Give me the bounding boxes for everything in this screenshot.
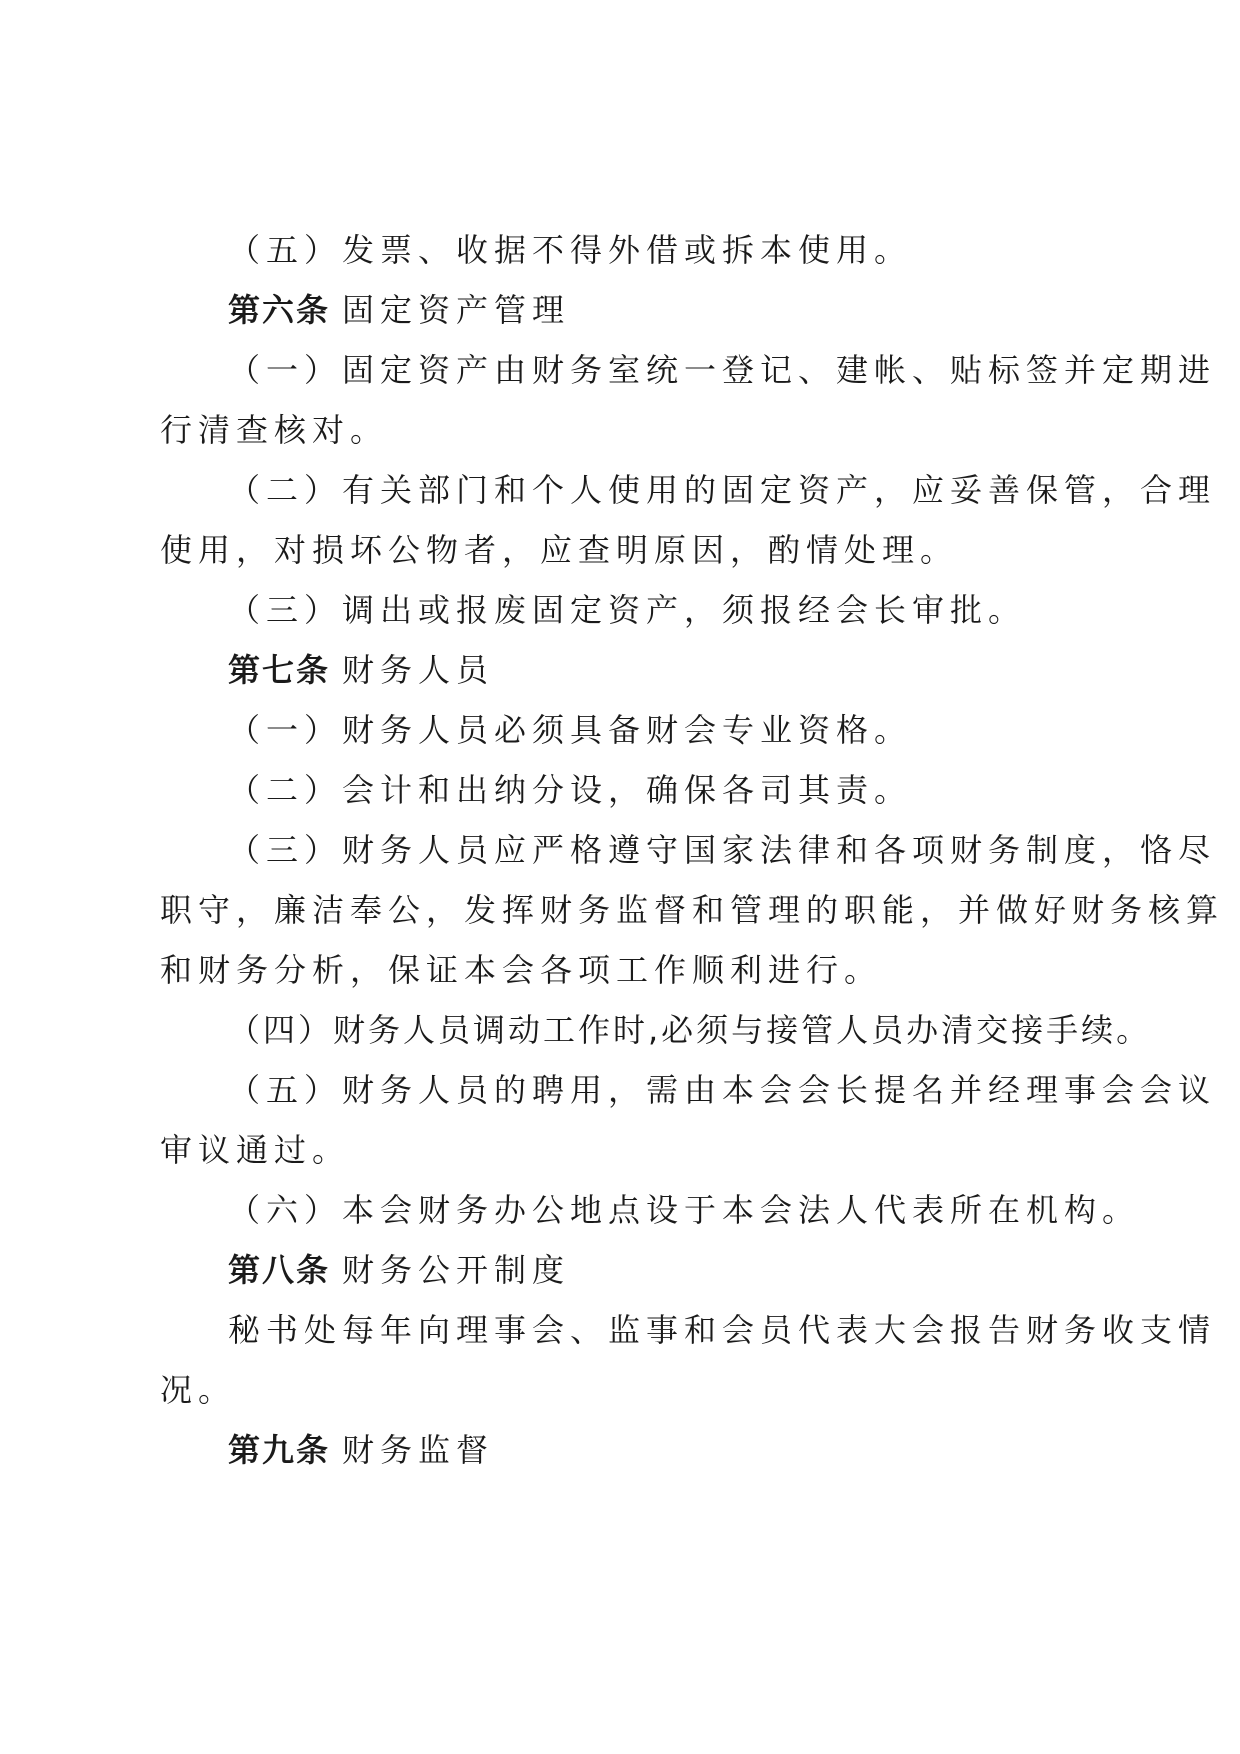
text-line: （三）调出或报废固定资产，须报经会长审批。 (228, 591, 1027, 629)
text-line: （二）有关部门和个人使用的固定资产，应妥善保管，合理 (228, 471, 1217, 509)
text-line: （五）发票、收据不得外借或拆本使用。 (228, 231, 913, 269)
text-line: 行清查核对。 (160, 411, 389, 449)
article-heading (228, 1250, 570, 1290)
text-line: 职守，廉洁奉公，发挥财务监督和管理的职能，并做好财务核算 (160, 891, 1225, 929)
article-number: 第九条 (228, 1431, 331, 1469)
text-line: （一）财务人员必须具备财会专业资格。 (228, 711, 913, 749)
text-line: 审议通过。 (160, 1131, 351, 1169)
article-title: 固定资产管理 (342, 291, 571, 329)
text-line: （五）财务人员的聘用，需由本会会长提名并经理事会会议 (228, 1071, 1217, 1109)
article-number: 第六条 (228, 291, 331, 329)
article-number: 第七条 (228, 651, 331, 689)
article-number: 第八条 (228, 1251, 331, 1289)
text-line: （二）会计和出纳分设，确保各司其责。 (228, 771, 913, 809)
text-line: （四）财务人员调动工作时,必须与接管人员办清交接手续。 (228, 1011, 1152, 1049)
article-title: 财务公开制度 (342, 1251, 571, 1289)
text-line: （六）本会财务办公地点设于本会法人代表所在机构。 (228, 1191, 1141, 1229)
text-line: 和财务分析，保证本会各项工作顺利进行。 (160, 951, 883, 989)
text-line: （三）财务人员应严格遵守国家法律和各项财务制度，恪尽 (228, 831, 1217, 869)
article-heading (228, 1430, 494, 1470)
article-title: 财务人员 (342, 651, 495, 689)
article-heading (228, 650, 494, 690)
text-line: （一）固定资产由财务室统一登记、建帐、贴标签并定期进 (228, 351, 1217, 389)
article-title: 财务监督 (342, 1431, 495, 1469)
text-line: 秘书处每年向理事会、监事和会员代表大会报告财务收支情 (228, 1311, 1217, 1349)
article-heading (228, 290, 570, 330)
text-line: 况。 (160, 1371, 237, 1409)
text-line: 使用，对损坏公物者，应查明原因，酌情处理。 (160, 531, 959, 569)
